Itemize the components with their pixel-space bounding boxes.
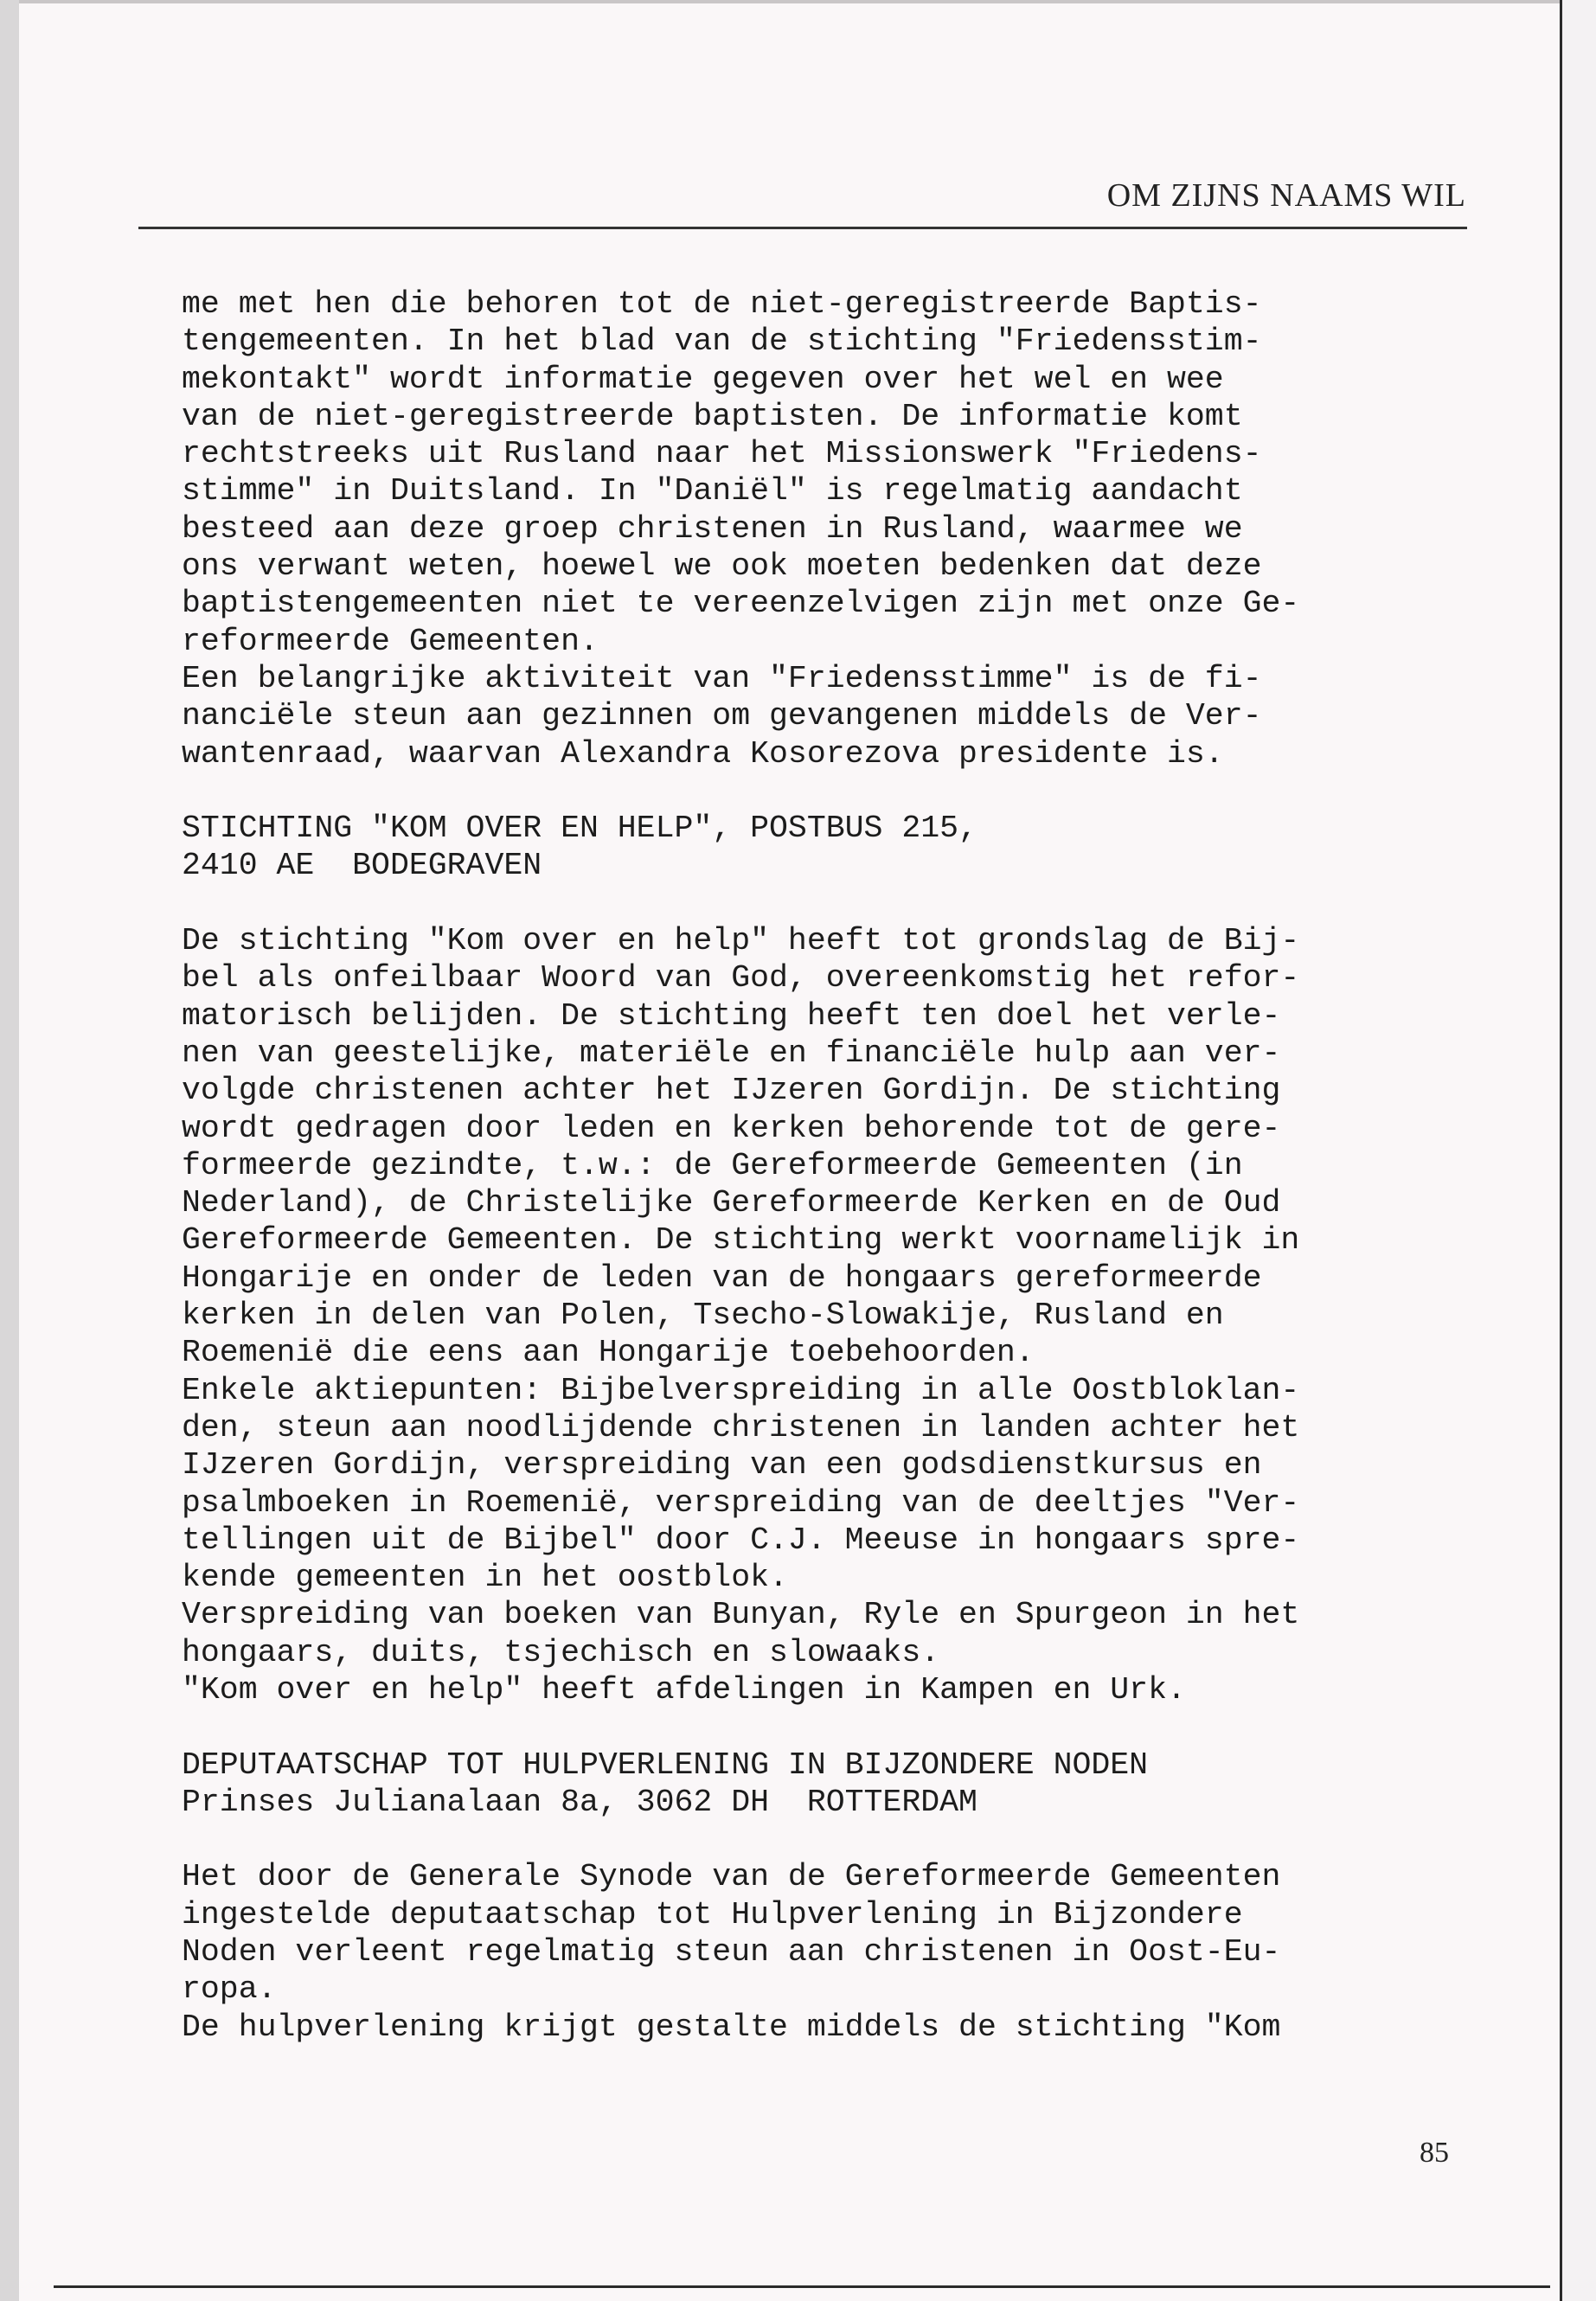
text-line: Noden verleent regelmatig steun aan christenen in Oost-Eu- [182, 1934, 1281, 1971]
text-line: reformeerde Gemeenten. [182, 623, 599, 659]
text-line: De hulpverlening krijgt gestalte middels de stichting "Kom [182, 2009, 1281, 2045]
paragraph [182, 1858, 1393, 2045]
text-line: baptistengemeenten niet te vereenzelvigen zijn met onze Ge- [182, 586, 1300, 622]
text-line: STICHTING "KOM OVER EN HELP", POSTBUS 215, [182, 811, 977, 847]
text-line: wordt gedragen door leden en kerken behorende tot de gere- [182, 1110, 1281, 1146]
text-line: Prinses Julianalaan 8a, 3062 DH ROTTERDAM [182, 1784, 977, 1820]
text-line: Gereformeerde Gemeenten. De stichting werkt voornamelijk in [182, 1222, 1300, 1259]
text-line: rechtstreeks uit Rusland naar het Missionswerk "Friedens- [182, 436, 1262, 472]
text-line: me met hen die behoren tot de niet-geregistreerde Baptis- [182, 286, 1262, 322]
body-text [182, 285, 1393, 2046]
text-line: 2410 AE BODEGRAVEN [182, 848, 542, 884]
text-line: besteed aan deze groep christenen in Rusland, waarmee we [182, 510, 1243, 547]
text-line: Nederland), de Christelijke Gereformeerde Kerken en de Oud [182, 1185, 1281, 1221]
text-line: kerken in delen van Polen, Tsecho-Slowakije, Rusland en [182, 1298, 1224, 1334]
running-title: OM ZIJNS NAAMS WIL [1106, 177, 1466, 214]
paragraph-gap [182, 772, 1393, 810]
text-line: Hongarije en onder de leden van de hongaars gereformeerde [182, 1259, 1262, 1296]
text-line: ons verwant weten, hoewel we ook moeten bedenken dat deze [182, 548, 1262, 585]
text-line: den, steun aan noodlijdende christenen in landen achter het [182, 1409, 1300, 1445]
paragraph [182, 285, 1393, 772]
text-line: ingestelde deputaatschap tot Hulpverlening in Bijzondere [182, 1896, 1243, 1932]
text-line: De stichting "Kom over en help" heeft tot grondslag de Bij- [182, 923, 1300, 959]
text-line: nanciële steun aan gezinnen om gevangenen middels de Ver- [182, 698, 1262, 734]
text-line: Een belangrijke aktiviteit van "Friedensstimme" is de fi- [182, 660, 1262, 696]
paragraph [182, 922, 1393, 1708]
header-rule [138, 227, 1467, 229]
paragraph-gap [182, 885, 1393, 922]
text-line: "Kom over en help" heeft afdelingen in Kampen en Urk. [182, 1671, 1186, 1708]
text-line: matorisch belijden. De stichting heeft ten doel het verle- [182, 997, 1281, 1034]
text-line: wantenraad, waarvan Alexandra Kosorezova presidente is. [182, 735, 1224, 772]
page-number: 85 [1420, 2137, 1449, 2169]
paragraph-gap [182, 1708, 1393, 1746]
text-line: ropa. [182, 1971, 277, 2008]
paragraph [182, 810, 1393, 885]
page-gutter [0, 0, 19, 2301]
paragraph [182, 1747, 1393, 1822]
text-line: IJzeren Gordijn, verspreiding van een godsdienstkursus en [182, 1447, 1262, 1484]
text-line: formeerde gezindte, t.w.: de Gereformeerde Gemeenten (in [182, 1147, 1243, 1183]
text-line: Enkele aktiepunten: Bijbelverspreiding in alle Oostbloklan- [182, 1372, 1300, 1408]
text-line: tengemeenten. In het blad van de stichting "Friedensstim- [182, 324, 1262, 360]
paragraph-gap [182, 1821, 1393, 1858]
text-line: van de niet-geregistreerde baptisten. De informatie komt [182, 398, 1243, 434]
text-line: volgde christenen achter het IJzeren Gordijn. De stichting [182, 1073, 1281, 1109]
text-line: Verspreiding van boeken van Bunyan, Ryle en Spurgeon in het [182, 1597, 1300, 1633]
text-line: kende gemeenten in het oostblok. [182, 1560, 788, 1596]
text-line: Roemenië die eens aan Hongarije toebehoorden. [182, 1335, 1035, 1371]
document-page [19, 0, 1562, 2301]
text-line: DEPUTAATSCHAP TOT HULPVERLENING IN BIJZONDERE NODEN [182, 1747, 1149, 1783]
text-line: bel als onfeilbaar Woord van God, overeenkomstig het refor- [182, 960, 1300, 997]
bottom-edge-rule [54, 2285, 1550, 2288]
text-line: tellingen uit de Bijbel" door C.J. Meeuse in hongaars spre- [182, 1522, 1300, 1558]
text-line: Het door de Generale Synode van de Gereformeerde Gemeenten [182, 1859, 1281, 1895]
top-edge-rule [19, 0, 1560, 3]
text-line: psalmboeken in Roemenië, verspreiding van de deeltjes "Ver- [182, 1484, 1300, 1521]
text-line: mekontakt" wordt informatie gegeven over het wel en wee [182, 361, 1224, 397]
text-line: nen van geestelijke, materiële en financiële hulp aan ver- [182, 1035, 1281, 1071]
text-line: stimme" in Duitsland. In "Daniël" is regelmatig aandacht [182, 473, 1243, 510]
text-line: hongaars, duits, tsjechisch en slowaaks. [182, 1634, 940, 1670]
